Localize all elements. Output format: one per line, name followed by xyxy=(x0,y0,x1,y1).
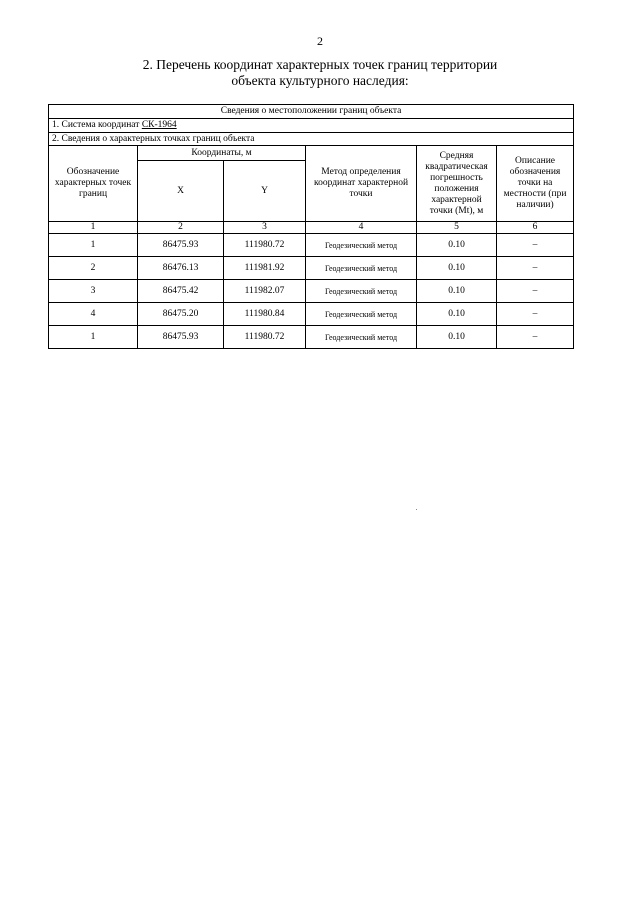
cell-error: 0.10 xyxy=(417,257,497,280)
heading-line-2: объекта культурного наследия: xyxy=(231,73,409,88)
coordinate-system-label: 1. Система координат xyxy=(52,120,140,130)
coordinate-system-row xyxy=(49,119,574,133)
coordinate-system-value: СК-1964 xyxy=(141,120,177,130)
cell-method: Геодезический метод xyxy=(306,326,417,349)
cell-method: Геодезический метод xyxy=(306,280,417,303)
cell-description: – xyxy=(497,234,574,257)
cell-error: 0.10 xyxy=(417,326,497,349)
cell-description: – xyxy=(497,303,574,326)
cell-error: 0.10 xyxy=(417,280,497,303)
page-number: 2 xyxy=(317,34,323,48)
header-error: Средняя квадратическая погрешность положения характерной точки (Mt), м xyxy=(417,146,497,222)
cell-method: Геодезический метод xyxy=(306,303,417,326)
cell-point: 4 xyxy=(49,303,138,326)
cell-x: 86475.20 xyxy=(138,303,224,326)
header-y: Y xyxy=(224,161,306,222)
header-description: Описание обозначения точки на местности (при наличии) xyxy=(497,146,574,222)
cell-error: 0.10 xyxy=(417,234,497,257)
scan-speck xyxy=(416,509,417,510)
cell-point: 1 xyxy=(49,234,138,257)
header-coordinates: Координаты, м xyxy=(138,146,306,161)
cell-y: 111982.07 xyxy=(224,280,306,303)
cell-x: 86475.42 xyxy=(138,280,224,303)
cell-description: – xyxy=(497,280,574,303)
document-heading xyxy=(90,57,550,89)
table-row xyxy=(49,257,574,280)
column-number: 1 xyxy=(49,222,138,234)
column-number: 6 xyxy=(497,222,574,234)
cell-error: 0.10 xyxy=(417,303,497,326)
column-number: 3 xyxy=(224,222,306,234)
cell-description: – xyxy=(497,257,574,280)
header-method: Метод определения координат характерной точки xyxy=(306,146,417,222)
header-designation: Обозначение характерных точек границ xyxy=(49,146,138,222)
cell-point: 2 xyxy=(49,257,138,280)
cell-y: 111981.92 xyxy=(224,257,306,280)
cell-x: 86475.93 xyxy=(138,326,224,349)
table-row xyxy=(49,280,574,303)
heading-line-1: 2. Перечень координат характерных точек границ территории xyxy=(142,57,498,72)
cell-y: 111980.84 xyxy=(224,303,306,326)
header-x: X xyxy=(138,161,224,222)
column-number: 2 xyxy=(138,222,224,234)
cell-description: – xyxy=(497,326,574,349)
cell-point: 3 xyxy=(49,280,138,303)
cell-point: 1 xyxy=(49,326,138,349)
table-row xyxy=(49,303,574,326)
coordinates-table xyxy=(48,104,574,349)
column-number: 4 xyxy=(306,222,417,234)
column-number: 5 xyxy=(417,222,497,234)
table-row xyxy=(49,234,574,257)
cell-method: Геодезический метод xyxy=(306,257,417,280)
section-title: Сведения о местоположении границ объекта xyxy=(49,105,574,119)
cell-y: 111980.72 xyxy=(224,326,306,349)
cell-x: 86476.13 xyxy=(138,257,224,280)
table-row xyxy=(49,326,574,349)
cell-x: 86475.93 xyxy=(138,234,224,257)
points-info-row: 2. Сведения о характерных точках границ объекта xyxy=(49,133,574,146)
cell-y: 111980.72 xyxy=(224,234,306,257)
cell-method: Геодезический метод xyxy=(306,234,417,257)
